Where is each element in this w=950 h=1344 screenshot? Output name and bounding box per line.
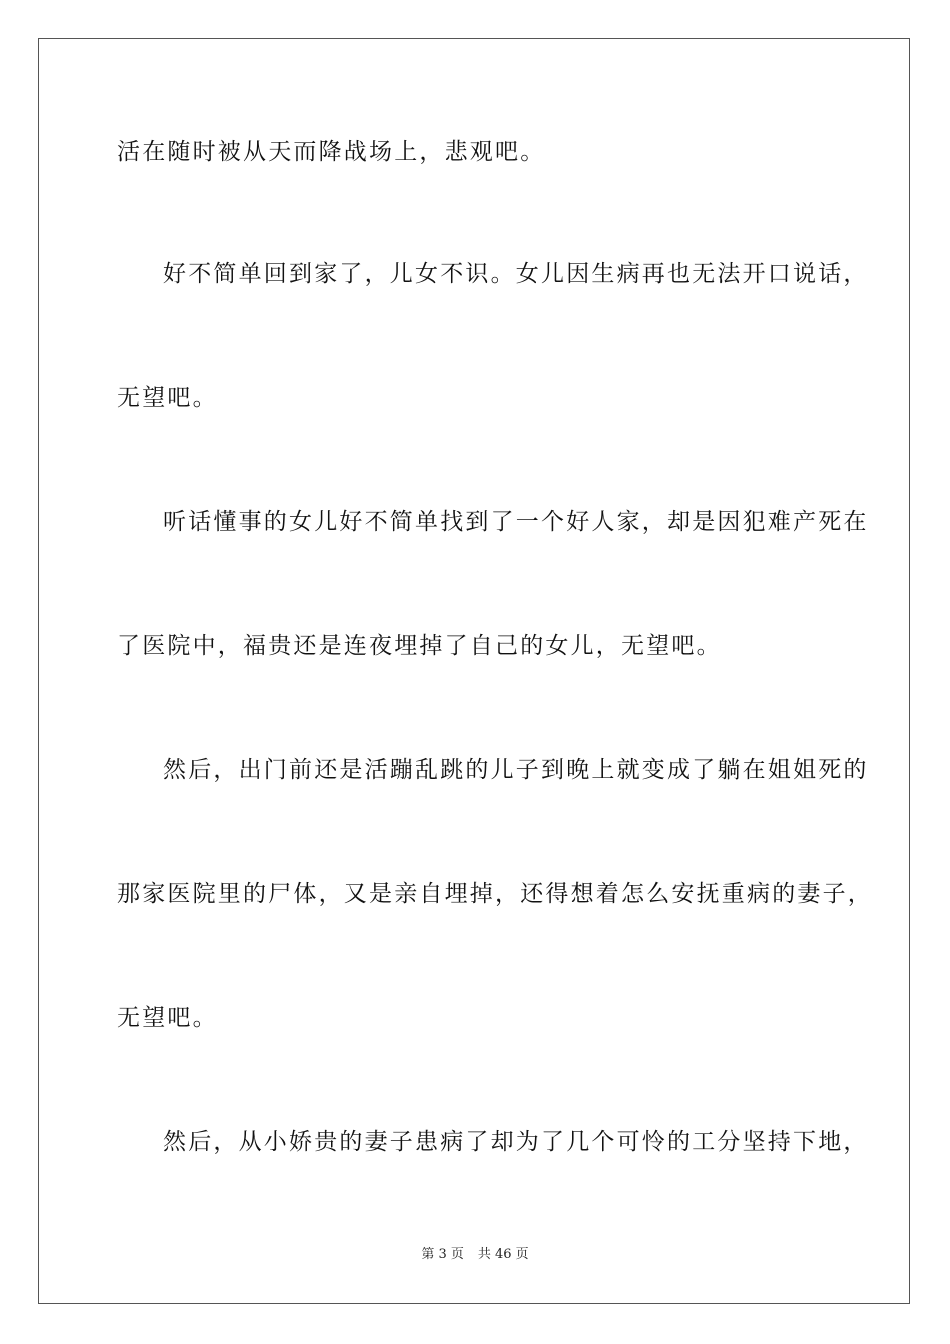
text-line-7: 那家医院里的尸体，又是亲自埋掉，还得想着怎么安抚重病的妻子，: [117, 881, 873, 907]
text-line-4: 听话懂事的女儿好不简单找到了一个好人家，却是因犯难产死在: [163, 509, 869, 535]
text-line-8: 无望吧。: [117, 1005, 218, 1031]
text-line-5: 了医院中，福贵还是连夜埋掉了自己的女儿，无望吧。: [117, 633, 722, 659]
page-border: [38, 38, 910, 1304]
text-line-9: 然后，从小娇贵的妻子患病了却为了几个可怜的工分坚持下地，: [163, 1129, 869, 1155]
page-footer: [0, 1246, 950, 1264]
text-line-1: 活在随时被从天而降战场上，悲观吧。: [117, 139, 546, 165]
text-line-6: 然后，出门前还是活蹦乱跳的儿子到晚上就变成了躺在姐姐死的: [163, 757, 869, 783]
text-line-2: 好不简单回到家了，儿女不识。女儿因生病再也无法开口说话，: [163, 261, 869, 287]
text-line-3: 无望吧。: [117, 385, 218, 411]
page-total: 共 46 页: [477, 1247, 529, 1262]
page-number: 第 3 页: [421, 1247, 464, 1262]
